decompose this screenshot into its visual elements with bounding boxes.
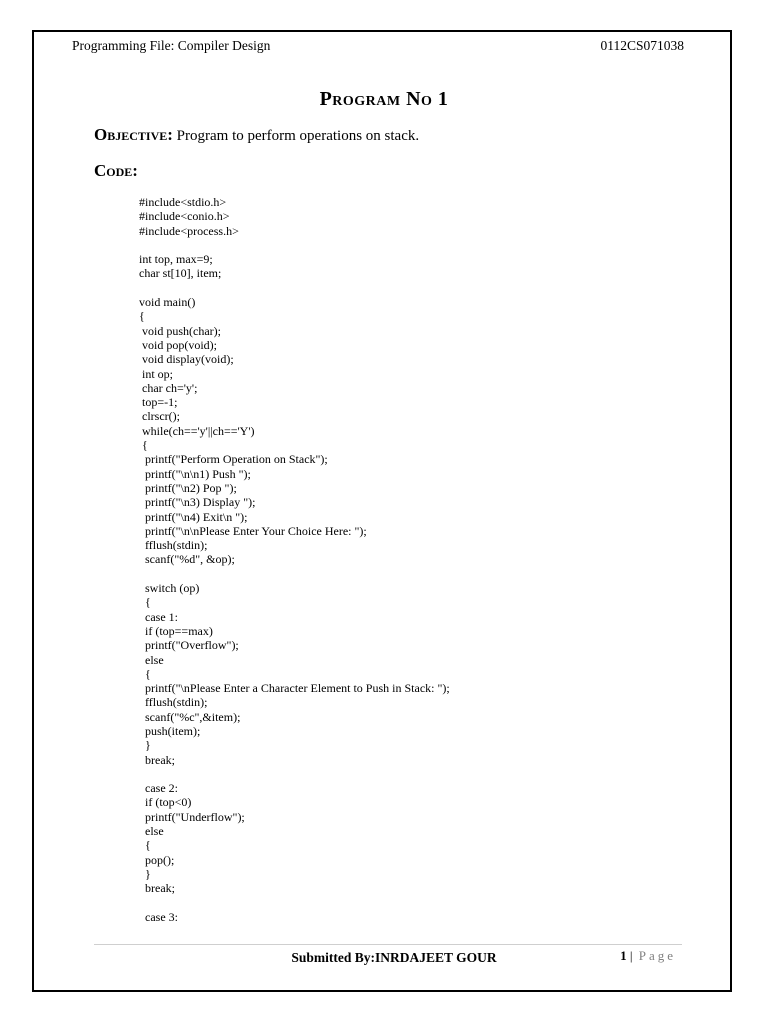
code-line: printf("\nPlease Enter a Character Element to Push in Stack: ");: [139, 681, 450, 696]
code-line: printf("\n3) Display ");: [139, 495, 256, 510]
code-line: [139, 567, 450, 581]
code-line: case 3:: [139, 909, 178, 924]
code-line: {: [139, 595, 151, 610]
code-line: break;: [139, 881, 175, 896]
code-line: fflush(stdin);: [139, 538, 208, 553]
page-separator: |: [626, 948, 636, 963]
code-line: [139, 767, 450, 781]
code-line: [139, 238, 450, 252]
code-line: {: [139, 309, 145, 324]
code-line: }: [139, 738, 151, 753]
code-line: char st[10], item;: [139, 266, 222, 281]
code-line: printf("Underflow");: [139, 809, 245, 824]
code-line: }: [139, 866, 151, 881]
objective: [94, 125, 419, 145]
code-line: [139, 281, 450, 295]
code-line: scanf("%d", &op);: [139, 552, 235, 567]
footer-page-number: [620, 948, 676, 964]
code-line: else: [139, 824, 164, 839]
code-line: else: [139, 652, 164, 667]
code-line: #include<conio.h>: [139, 209, 230, 224]
code-line: if (top==max): [139, 623, 213, 638]
code-line: break;: [139, 752, 175, 767]
page-number: 1: [620, 948, 627, 963]
code-line: if (top<0): [139, 795, 192, 810]
code-line: printf("\n2) Pop ");: [139, 480, 237, 495]
code-line: void display(void);: [139, 352, 234, 367]
code-line: push(item);: [139, 723, 201, 738]
code-line: scanf("%c",&item);: [139, 709, 241, 724]
objective-label: Objective:: [94, 125, 173, 144]
code-line: void push(char);: [139, 323, 221, 338]
footer-divider: [94, 944, 682, 945]
header-file-title: Programming File: Compiler Design: [72, 38, 271, 53]
code-line: switch (op): [139, 581, 200, 596]
page-word: Page: [638, 948, 676, 963]
code-line: void main(): [139, 295, 196, 310]
code-block: [139, 195, 450, 924]
code-line: printf("\n\n1) Push ");: [139, 466, 251, 481]
code-line: void pop(void);: [139, 337, 217, 352]
code-line: printf("Overflow");: [139, 638, 239, 653]
header-roll-number: 0112CS071038: [600, 38, 684, 53]
code-line: clrscr();: [139, 409, 180, 424]
code-line: #include<stdio.h>: [139, 195, 227, 209]
code-line: {: [139, 666, 151, 681]
program-title: Program No 1: [319, 88, 449, 110]
code-label: Code:: [94, 161, 138, 180]
code-line: #include<process.h>: [139, 223, 239, 238]
footer-submitted-by: Submitted By:INRDAJEET GOUR: [291, 950, 497, 965]
code-line: top=-1;: [139, 395, 178, 410]
code-line: int op;: [139, 366, 174, 381]
objective-text: Program to perform operations on stack.: [172, 128, 420, 144]
code-line: [139, 896, 450, 910]
code-line: case 2:: [139, 781, 178, 796]
code-line: printf("Perform Operation on Stack");: [139, 452, 328, 467]
code-line: printf("\n\nPlease Enter Your Choice Here: ");: [139, 523, 367, 538]
code-line: char ch='y';: [139, 380, 198, 395]
code-line: int top, max=9;: [139, 252, 213, 267]
code-line: case 1:: [139, 609, 178, 624]
code-line: while(ch=='y'||ch=='Y'): [139, 423, 255, 438]
code-line: fflush(stdin);: [139, 695, 208, 710]
code-line: {: [139, 838, 151, 853]
code-line: printf("\n4) Exit\n ");: [139, 509, 248, 524]
code-line: pop();: [139, 852, 175, 867]
code-line: {: [139, 438, 148, 453]
